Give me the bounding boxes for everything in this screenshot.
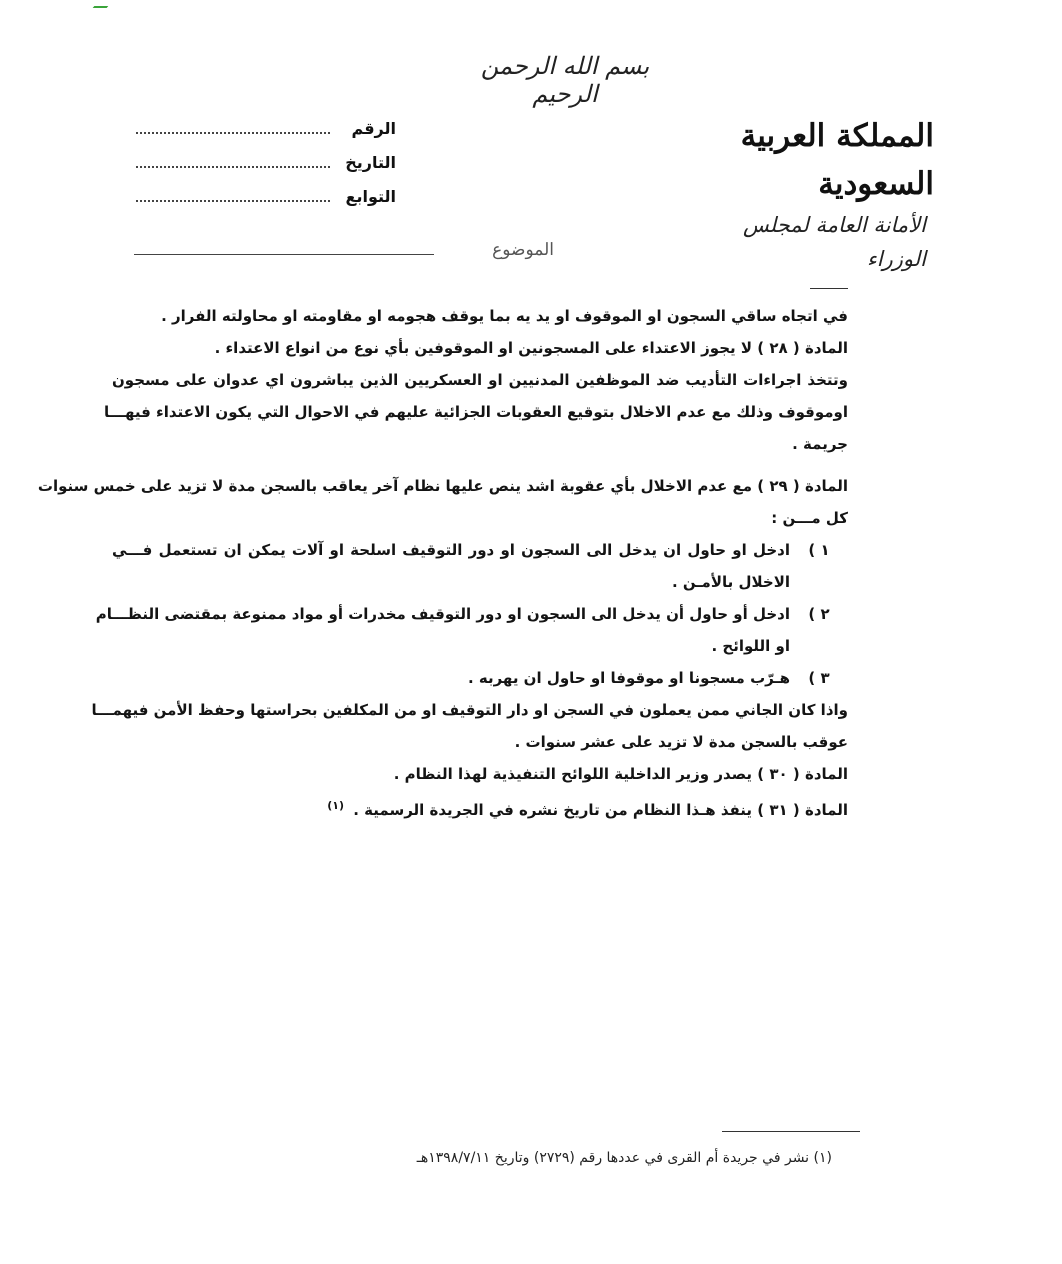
corner-mark [93,0,114,8]
meta-field-attachments [136,184,330,202]
subject-label: الموضوع [492,240,554,260]
meta-label-date: التاريخ [345,153,396,172]
agency-name: الأمانة العامة لمجلس الوزراء [742,213,926,271]
article-29: المادة ( ٢٩ ) مع عدم الاخلال بأي عقوبة اشد ينص عليها نظام آخر يعاقب بالسجن مدة لا تزيد على خمس سنوات [37,477,848,495]
list-item [112,662,848,694]
item-text: الاخلال بالأمـن . [671,573,790,591]
article-30: المادة ( ٣٠ ) يصدر وزير الداخلية اللوائح التنفيذية لهذا النظام . [393,765,848,783]
subject-field [134,238,434,255]
list-item [112,534,848,598]
letter-meta [136,116,396,218]
document-body [37,300,848,822]
article-31-text: المادة ( ٣١ ) ينفذ هـذا النظام من تاريخ نشره في الجريدة الرسمية . [353,801,848,819]
article-28: المادة ( ٢٨ ) لا يجوز الاعتداء على المسجونين او الموقوفين بأي نوع من انواع الاعتداء . [214,339,848,357]
subject-row [134,238,554,260]
meta-field-number [136,116,330,134]
item-number: ٢ ) [808,605,830,623]
body-line: جريمة . [792,435,848,453]
meta-label-number: الرقم [351,119,396,138]
body-line: وتتخذ اجراءات التأديب ضد الموظفين المدنيين او العسكريين الذين يباشرون اي عدوان على مسجون [112,371,848,389]
meta-row-number [136,116,396,150]
footnote-rule [722,1131,860,1132]
body-line: كل مـــن : [771,509,848,527]
letterhead [694,112,934,289]
meta-row-attachments [136,184,396,218]
body-line: عوقب بالسجن مدة لا تزيد على عشر سنوات . [514,733,848,751]
list-item [95,598,848,662]
item-number: ٣ ) [808,669,830,687]
body-line: في اتجاه ساقي السجون او الموقوف او يد يه بما يوقف هجومه او مقاومته او محاولته الفرار . [161,307,848,325]
item-text: ادخل أو حاول أن يدخل الى السجون او دور التوقيف مخدرات أو مواد ممنوعة بمقتضى النظـــام [95,605,790,623]
item-text: ادخل او حاول ان يدخل الى السجون او دور التوقيف اسلحة او آلات يمكن ان تستعمل فـــي [112,541,790,559]
letterhead-rule [810,288,848,289]
item-text: هـرّب مسجونا او موقوفا او حاول ان يهربه . [467,669,790,687]
meta-label-attachments: التوابع [345,187,396,206]
country-name: المملكة العربية السعودية [740,118,934,202]
item-text: او اللوائح . [711,637,790,655]
basmala: بسم الله الرحمن الرحيم [480,52,650,108]
article-31 [112,790,848,822]
meta-row-date [136,150,396,184]
footnote-ref: (١) [327,799,345,812]
body-line: اوموقوف وذلك مع عدم الاخلال بتوقيع العقوبات الجزائية عليهم في الاحوال التي يكون الاعتداء فيهـــا [103,403,848,421]
meta-field-date [136,150,330,168]
body-line: واذا كان الجاني ممن يعملون في السجن او دار التوقيف او من المكلفين بحراستها وحفظ الأمن فيهمـــا [91,701,848,719]
footnote: (١) نشر في جريدة أم القرى في عددها رقم (٢٧٢٩) وتاريخ ١٣٩٨/٧/١١هـ [416,1150,832,1166]
item-number: ١ ) [808,541,830,559]
